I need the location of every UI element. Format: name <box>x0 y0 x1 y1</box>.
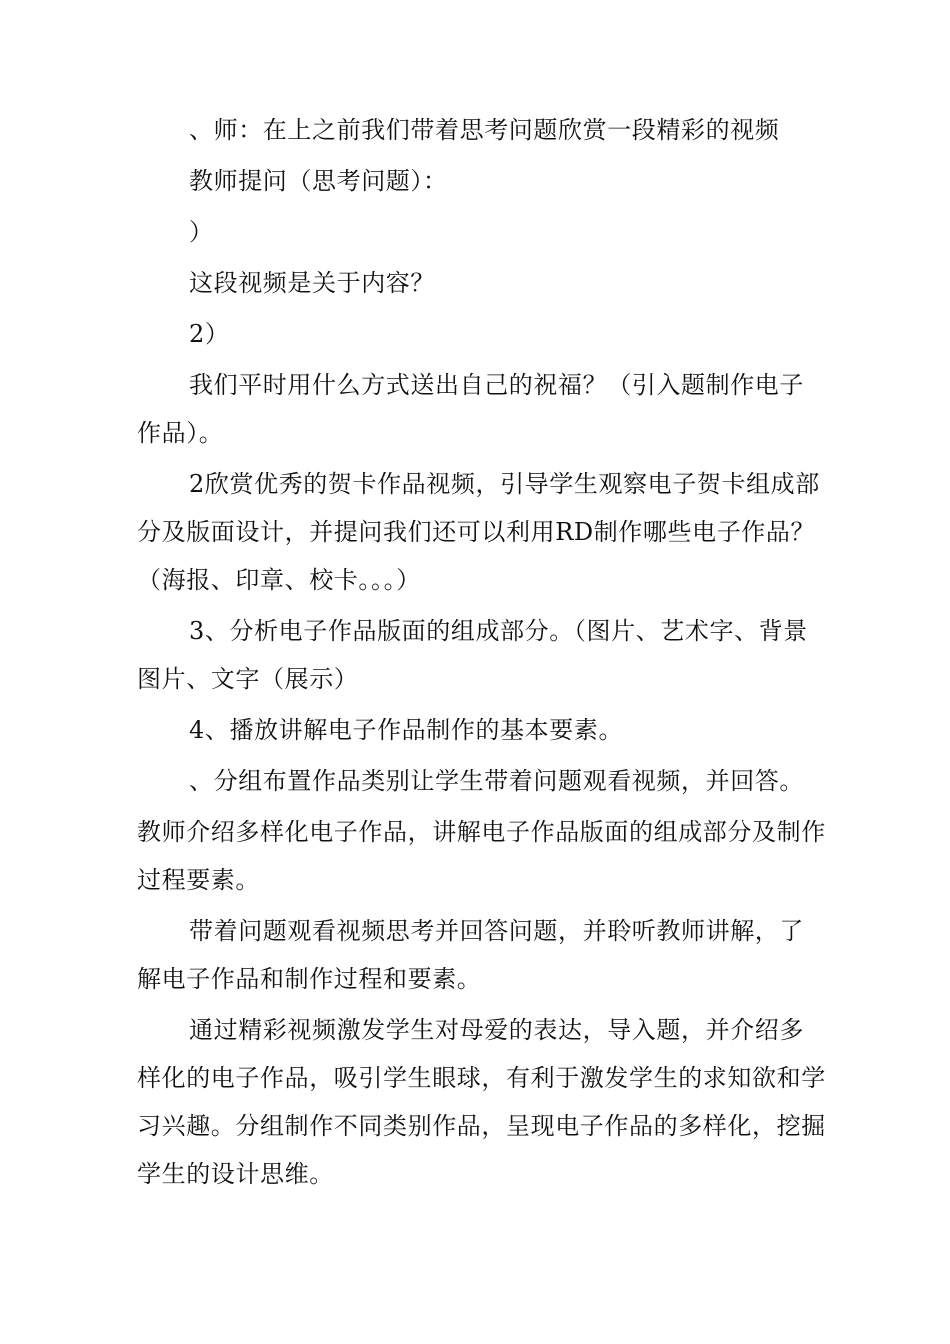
paragraph-student-activity: 带着问题观看视频思考并回答问题，并聆听教师讲解，了解电子作品和制作过程和要素。 <box>137 917 804 993</box>
paragraph-design-intent: 通过精彩视频激发学生对母爱的表达，导入题，并介绍多样化的电子作品，吸引学生眼球，有利于激发学生的求知欲和学习兴趣。分组制作不同类别作品，呈现电子作品的多样化，挖掘学生的设计思维。 <box>137 1016 826 1188</box>
paragraph-blessing-question: 我们平时用什么方式送出自己的祝福？（引入题制作电子作品）。 <box>137 371 804 447</box>
paragraph-teacher-question: 教师提问（思考问题）： <box>189 167 448 195</box>
paragraph-layout-analysis: 3、分析电子作品版面的组成部分。（图片、艺术字、背景图片、文字（展示） <box>137 617 808 693</box>
paragraph-marker-2: 2） <box>189 320 230 348</box>
document-body <box>137 106 827 1201</box>
paragraph-video-question: 这段视频是关于内容？ <box>189 269 435 297</box>
paragraph-teacher-intro: 、师：在上之前我们带着思考问题欣赏一段精彩的视频 <box>189 116 780 144</box>
paragraph-group-assignment: 、分组布置作品类别让学生带着问题观看视频，并回答。 <box>189 767 804 795</box>
paragraph-marker-1: ） <box>189 218 214 246</box>
paragraph-card-appreciation: 2欣赏优秀的贺卡作品视频，引导学生观察电子贺卡组成部分及版面设计，并提问我们还可以利用RD制作哪些电子作品？（海报、印章、校卡。。。） <box>137 470 820 594</box>
paragraph-teacher-explains: 教师介绍多样化电子作品，讲解电子作品版面的组成部分及制作过程要素。 <box>137 818 826 894</box>
paragraph-basic-elements: 4、播放讲解电子作品制作的基本要素。 <box>189 716 624 744</box>
